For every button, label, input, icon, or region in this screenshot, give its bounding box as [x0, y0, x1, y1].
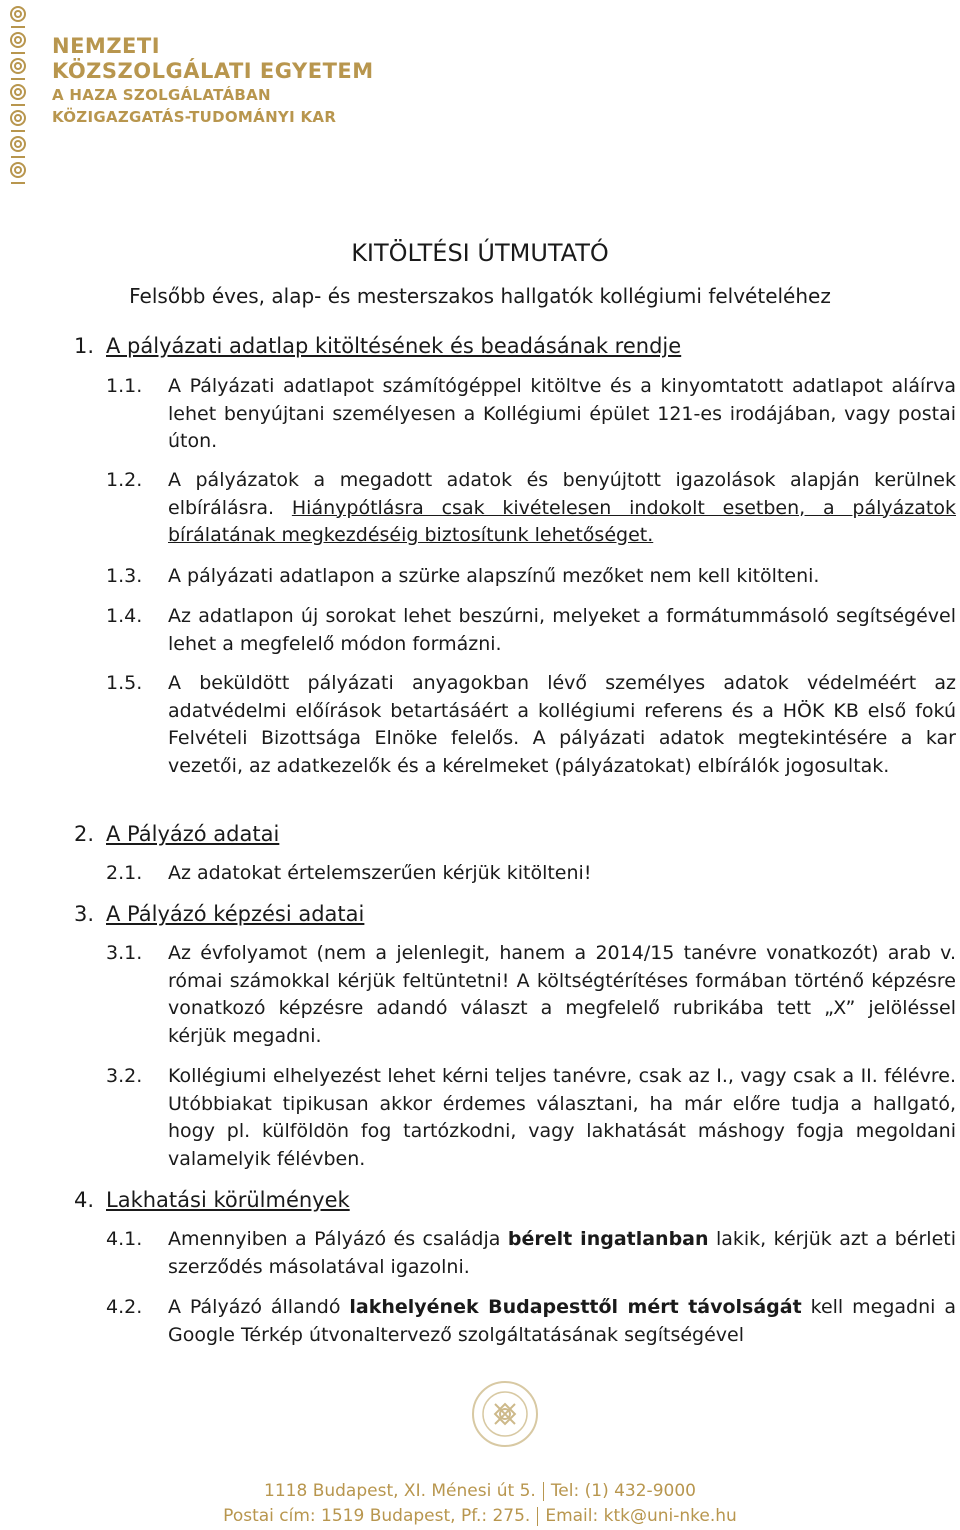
- section-title: Lakhatási körülmények: [106, 1188, 350, 1212]
- section-4-heading: [74, 1186, 350, 1214]
- item-text: A beküldött pályázati anyagokban lévő személyes adatok védelméért az adatvédelmi előírások betartásáért a kollégiumi referens és a HÖK KB első fokú Felvételi Bizottsága Elnöke felelős. A pályázati adatok megtekintésére a kar vezetői, az adatkezelők és a kérelmeket (pályázatokat) elbírálók jogosultak.: [168, 672, 956, 777]
- section-3-heading: [74, 900, 364, 928]
- item-text-post: lakik, kérjük azt a bérleti szerződés másolatával igazolni.: [168, 1228, 956, 1278]
- footer-line-2: [0, 1504, 960, 1528]
- section-title: A Pályázó képzési adatai: [106, 902, 365, 926]
- university-seal-icon: [471, 1380, 539, 1448]
- footer-divider: [543, 1482, 544, 1501]
- section-2-heading: [74, 820, 279, 848]
- item-1-3: [106, 563, 956, 591]
- logo-line-3: A HAZA SZOLGÁLATÁBAN: [52, 86, 271, 104]
- item-3-1: [106, 940, 956, 1050]
- item-1-2: [106, 467, 956, 550]
- item-text-plain: A pályázatok a megadott adatok és benyújtott igazolások alapján kerülnek elbírálásra.: [168, 469, 956, 519]
- document-subtitle: [0, 282, 960, 310]
- item-text-pre: Amennyiben a Pályázó és családja: [168, 1228, 508, 1250]
- subtitle-emphasis: Felsőbb éves, alap- és mesterszakos: [129, 284, 495, 308]
- section-number: 3.: [74, 902, 95, 926]
- item-number: 1.4.: [106, 605, 143, 627]
- item-number: 2.1.: [106, 862, 143, 884]
- footer-line-1: [0, 1479, 960, 1503]
- item-number: 1.5.: [106, 672, 143, 694]
- item-text: [168, 467, 956, 550]
- item-text-underlined: Hiánypótlásra csak kivételesen indokolt esetben, a pályázatok bírálatának megkezdéséig biztosítunk lehetőséget.: [168, 496, 956, 546]
- item-1-5: [106, 670, 956, 780]
- knot-pattern-strip: [4, 2, 32, 190]
- logo-line-1: NEMZETI: [52, 34, 161, 58]
- section-title: A pályázati adatlap kitöltésének és beadásának rendje: [106, 334, 682, 358]
- item-text: Az adatlapon új sorokat lehet beszúrni, melyeket a formátummásoló segítségével lehet a megfelelő módon formázni.: [168, 605, 956, 655]
- item-1-1: [106, 373, 956, 456]
- section-1-heading: [74, 332, 681, 360]
- item-text: [168, 1226, 956, 1281]
- item-text: A pályázati adatlapon a szürke alapszínű mezőket nem kell kitölteni.: [168, 565, 820, 587]
- item-3-2: [106, 1063, 956, 1173]
- item-text: [168, 1294, 956, 1349]
- item-1-4: [106, 603, 956, 658]
- item-number: 1.2.: [106, 469, 143, 491]
- section-number: 2.: [74, 822, 95, 846]
- item-text-bold: lakhelyének Budapesttől mért távolságát: [349, 1296, 802, 1318]
- footer-phone: Tel: (1) 432-9000: [550, 1481, 696, 1501]
- item-number: 1.3.: [106, 565, 143, 587]
- footer-email[interactable]: Email: ktk@uni-nke.hu: [545, 1506, 737, 1526]
- subtitle-rest: hallgatók kollégiumi felvételéhez: [494, 284, 831, 308]
- item-text-bold: bérelt ingatlanban: [507, 1228, 709, 1250]
- footer-postal: Postai cím: 1519 Budapest, Pf.: 275.: [223, 1506, 531, 1526]
- item-text-post: kell megadni a Google Térkép útvonaltervező szolgáltatásának segítségével: [168, 1296, 956, 1346]
- item-text: Kollégiumi elhelyezést lehet kérni teljes tanévre, csak az I., vagy csak a II. félévre. Utóbbiakat tipikusan akkor érdemes választani, ha már előre tudja a hallgató, hogy pl. külföldön fog tartózkodni, vagy lakhatását máshogy fogja megoldani valamelyik félévben.: [168, 1065, 956, 1170]
- item-4-2: [106, 1294, 956, 1349]
- item-text: Az évfolyamot (nem a jelenlegit, hanem a 2014/15 tanévre vonatkozót) arab v. római számokkal kérjük feltüntetni! A költségtérítéses formában történő képzésre vonatkozó képzésre adandó választ a megfelelő rubrikába tett „X” jelöléssel kérjük megadni.: [168, 942, 956, 1047]
- item-text-pre: A Pályázó állandó: [168, 1296, 350, 1318]
- section-number: 4.: [74, 1188, 95, 1212]
- footer-address: 1118 Budapest, XI. Ménesi út 5.: [264, 1481, 536, 1501]
- footer-divider: [537, 1507, 538, 1526]
- section-title: A Pályázó adatai: [106, 822, 280, 846]
- item-4-1: [106, 1226, 956, 1281]
- item-text: Az adatokat értelemszerűen kérjük kitölteni!: [168, 862, 592, 884]
- item-number: 4.2.: [106, 1296, 143, 1318]
- university-logo: [52, 34, 374, 128]
- section-number: 1.: [74, 334, 95, 358]
- item-number: 3.2.: [106, 1065, 143, 1087]
- document-title: KITÖLTÉSI ÚTMUTATÓ: [351, 239, 609, 267]
- item-2-1: [106, 860, 956, 888]
- logo-line-2: KÖZSZOLGÁLATI EGYETEM: [52, 59, 374, 83]
- item-number: 1.1.: [106, 375, 143, 397]
- item-text: A Pályázati adatlapot számítógéppel kitöltve és a kinyomtatott adatlapot aláírva lehet benyújtani személyesen a Kollégiumi épület 121-es irodájában, vagy postai úton.: [168, 375, 956, 452]
- item-number: 4.1.: [106, 1228, 143, 1250]
- logo-line-4: KÖZIGAZGATÁS-TUDOMÁNYI KAR: [52, 108, 337, 126]
- item-number: 3.1.: [106, 942, 143, 964]
